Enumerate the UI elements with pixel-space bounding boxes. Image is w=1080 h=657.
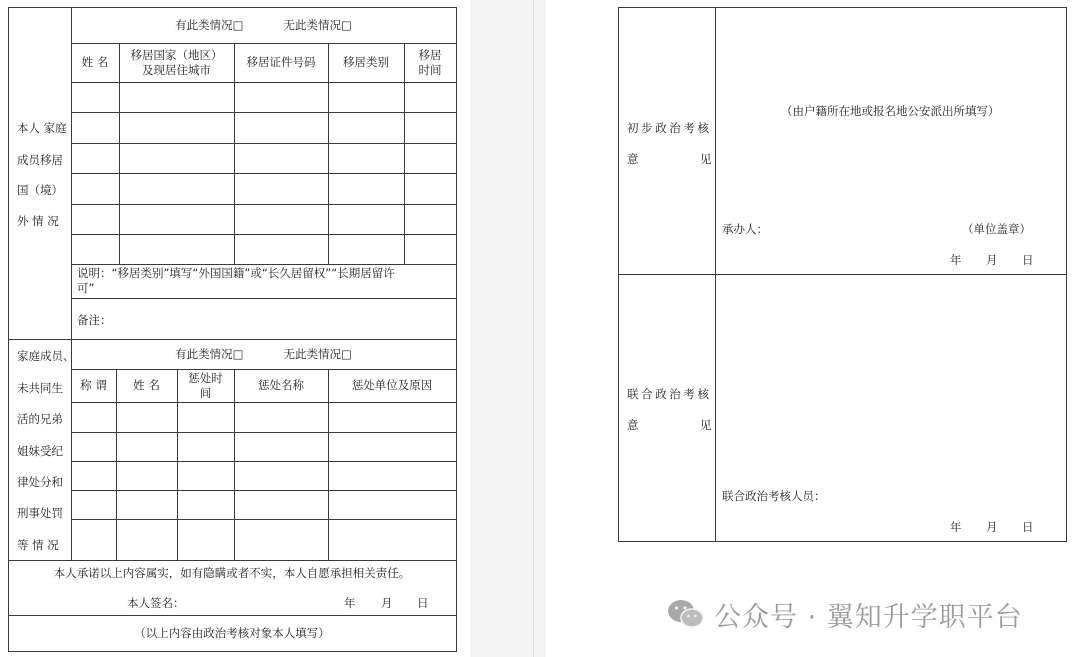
header-penalty-unit: 惩处单位及原因 <box>351 378 433 393</box>
header-penalty-time: 惩处时 间 <box>188 371 223 400</box>
section1-status-row <box>71 7 456 43</box>
right-form-page <box>546 0 1080 657</box>
handler-label: 承办人： <box>722 222 768 236</box>
checkbox-icon: □ <box>232 346 244 361</box>
section1-has-option[interactable]: 有此类情况□ <box>175 17 244 32</box>
signature-label: 本人签名： <box>127 596 185 610</box>
seal-label: （单位盖章） <box>962 222 1031 236</box>
section2-label-line: 家庭成员、 <box>17 349 75 363</box>
section2-label-line: 律处分和 <box>17 475 63 489</box>
section2-label-line: 刑事处罚 <box>17 506 63 520</box>
date-day: 日 <box>1022 520 1034 534</box>
joint-label-yi: 意 <box>627 418 639 432</box>
section2-label-line: 未共同生 <box>17 381 63 395</box>
date-year: 年 <box>950 520 962 534</box>
reviewer-label: 联合政治考核人员： <box>722 489 826 503</box>
section2-none-option[interactable]: 无此类情况□ <box>283 346 352 361</box>
wechat-icon <box>666 597 706 631</box>
preliminary-label: 初步政治考核 <box>627 121 712 135</box>
section2-has-option[interactable]: 有此类情况□ <box>175 346 244 361</box>
checkbox-icon: □ <box>341 17 352 32</box>
section1-label-line: 外 情 况 <box>17 214 59 228</box>
watermark-text: 公众号 · 翼知升学职平台 <box>714 601 1023 633</box>
checkbox-icon: □ <box>232 17 244 32</box>
page-divider <box>533 0 534 657</box>
date-year: 年 <box>950 253 962 267</box>
preliminary-instruction: （由户籍所在地或报名地公安派出所填写） <box>781 104 1000 118</box>
watermark <box>666 596 1023 632</box>
date-year: 年 <box>344 596 356 610</box>
section2-label-line: 活的兄弟 <box>17 412 63 426</box>
section1-none-option[interactable]: 无此类情况□ <box>283 17 352 32</box>
header-name: 姓 名 <box>133 378 160 393</box>
date-day: 日 <box>417 596 429 610</box>
preliminary-label-yi: 意 <box>627 152 639 166</box>
section2-status-row <box>71 339 456 369</box>
section1-label-line: 成员移居 <box>17 153 63 167</box>
joint-label-jian: 见 <box>700 418 712 432</box>
header-name: 姓 名 <box>81 55 109 70</box>
section1-remark: 备注： <box>77 313 112 327</box>
section2-label-line: 等 情 况 <box>17 538 59 552</box>
date-day: 日 <box>1022 253 1034 267</box>
footer-note: （以上内容由政治考核对象本人填写） <box>134 626 330 641</box>
checkbox-icon: □ <box>341 346 352 361</box>
date-month: 月 <box>381 596 393 610</box>
section1-note: 说明：“移居类别”填写“外国国籍”或“长久居留权”“长期居留许 可” <box>77 266 395 295</box>
header-penalty-name: 惩处名称 <box>258 378 304 393</box>
joint-label: 联合政治考核 <box>627 387 712 401</box>
header-relation: 称 谓 <box>80 378 107 393</box>
header-certificate: 移居证件号码 <box>246 55 316 70</box>
section2-label-line: 姐妹受纪 <box>17 444 63 458</box>
preliminary-label-jian: 见 <box>700 152 712 166</box>
header-category: 移居类别 <box>343 55 389 70</box>
header-time: 移居 时间 <box>418 48 442 77</box>
date-month: 月 <box>986 253 998 267</box>
date-month: 月 <box>986 520 998 534</box>
section1-label-line: 本人 家庭 <box>17 121 67 135</box>
header-country: 移居国家（地区） 及现居住城市 <box>130 48 223 77</box>
pledge-text: 本人承诺以上内容属实，如有隐瞒或者不实，本人自愿承担相关责任。 <box>53 565 411 580</box>
section1-label-line: 国（境） <box>17 183 63 197</box>
